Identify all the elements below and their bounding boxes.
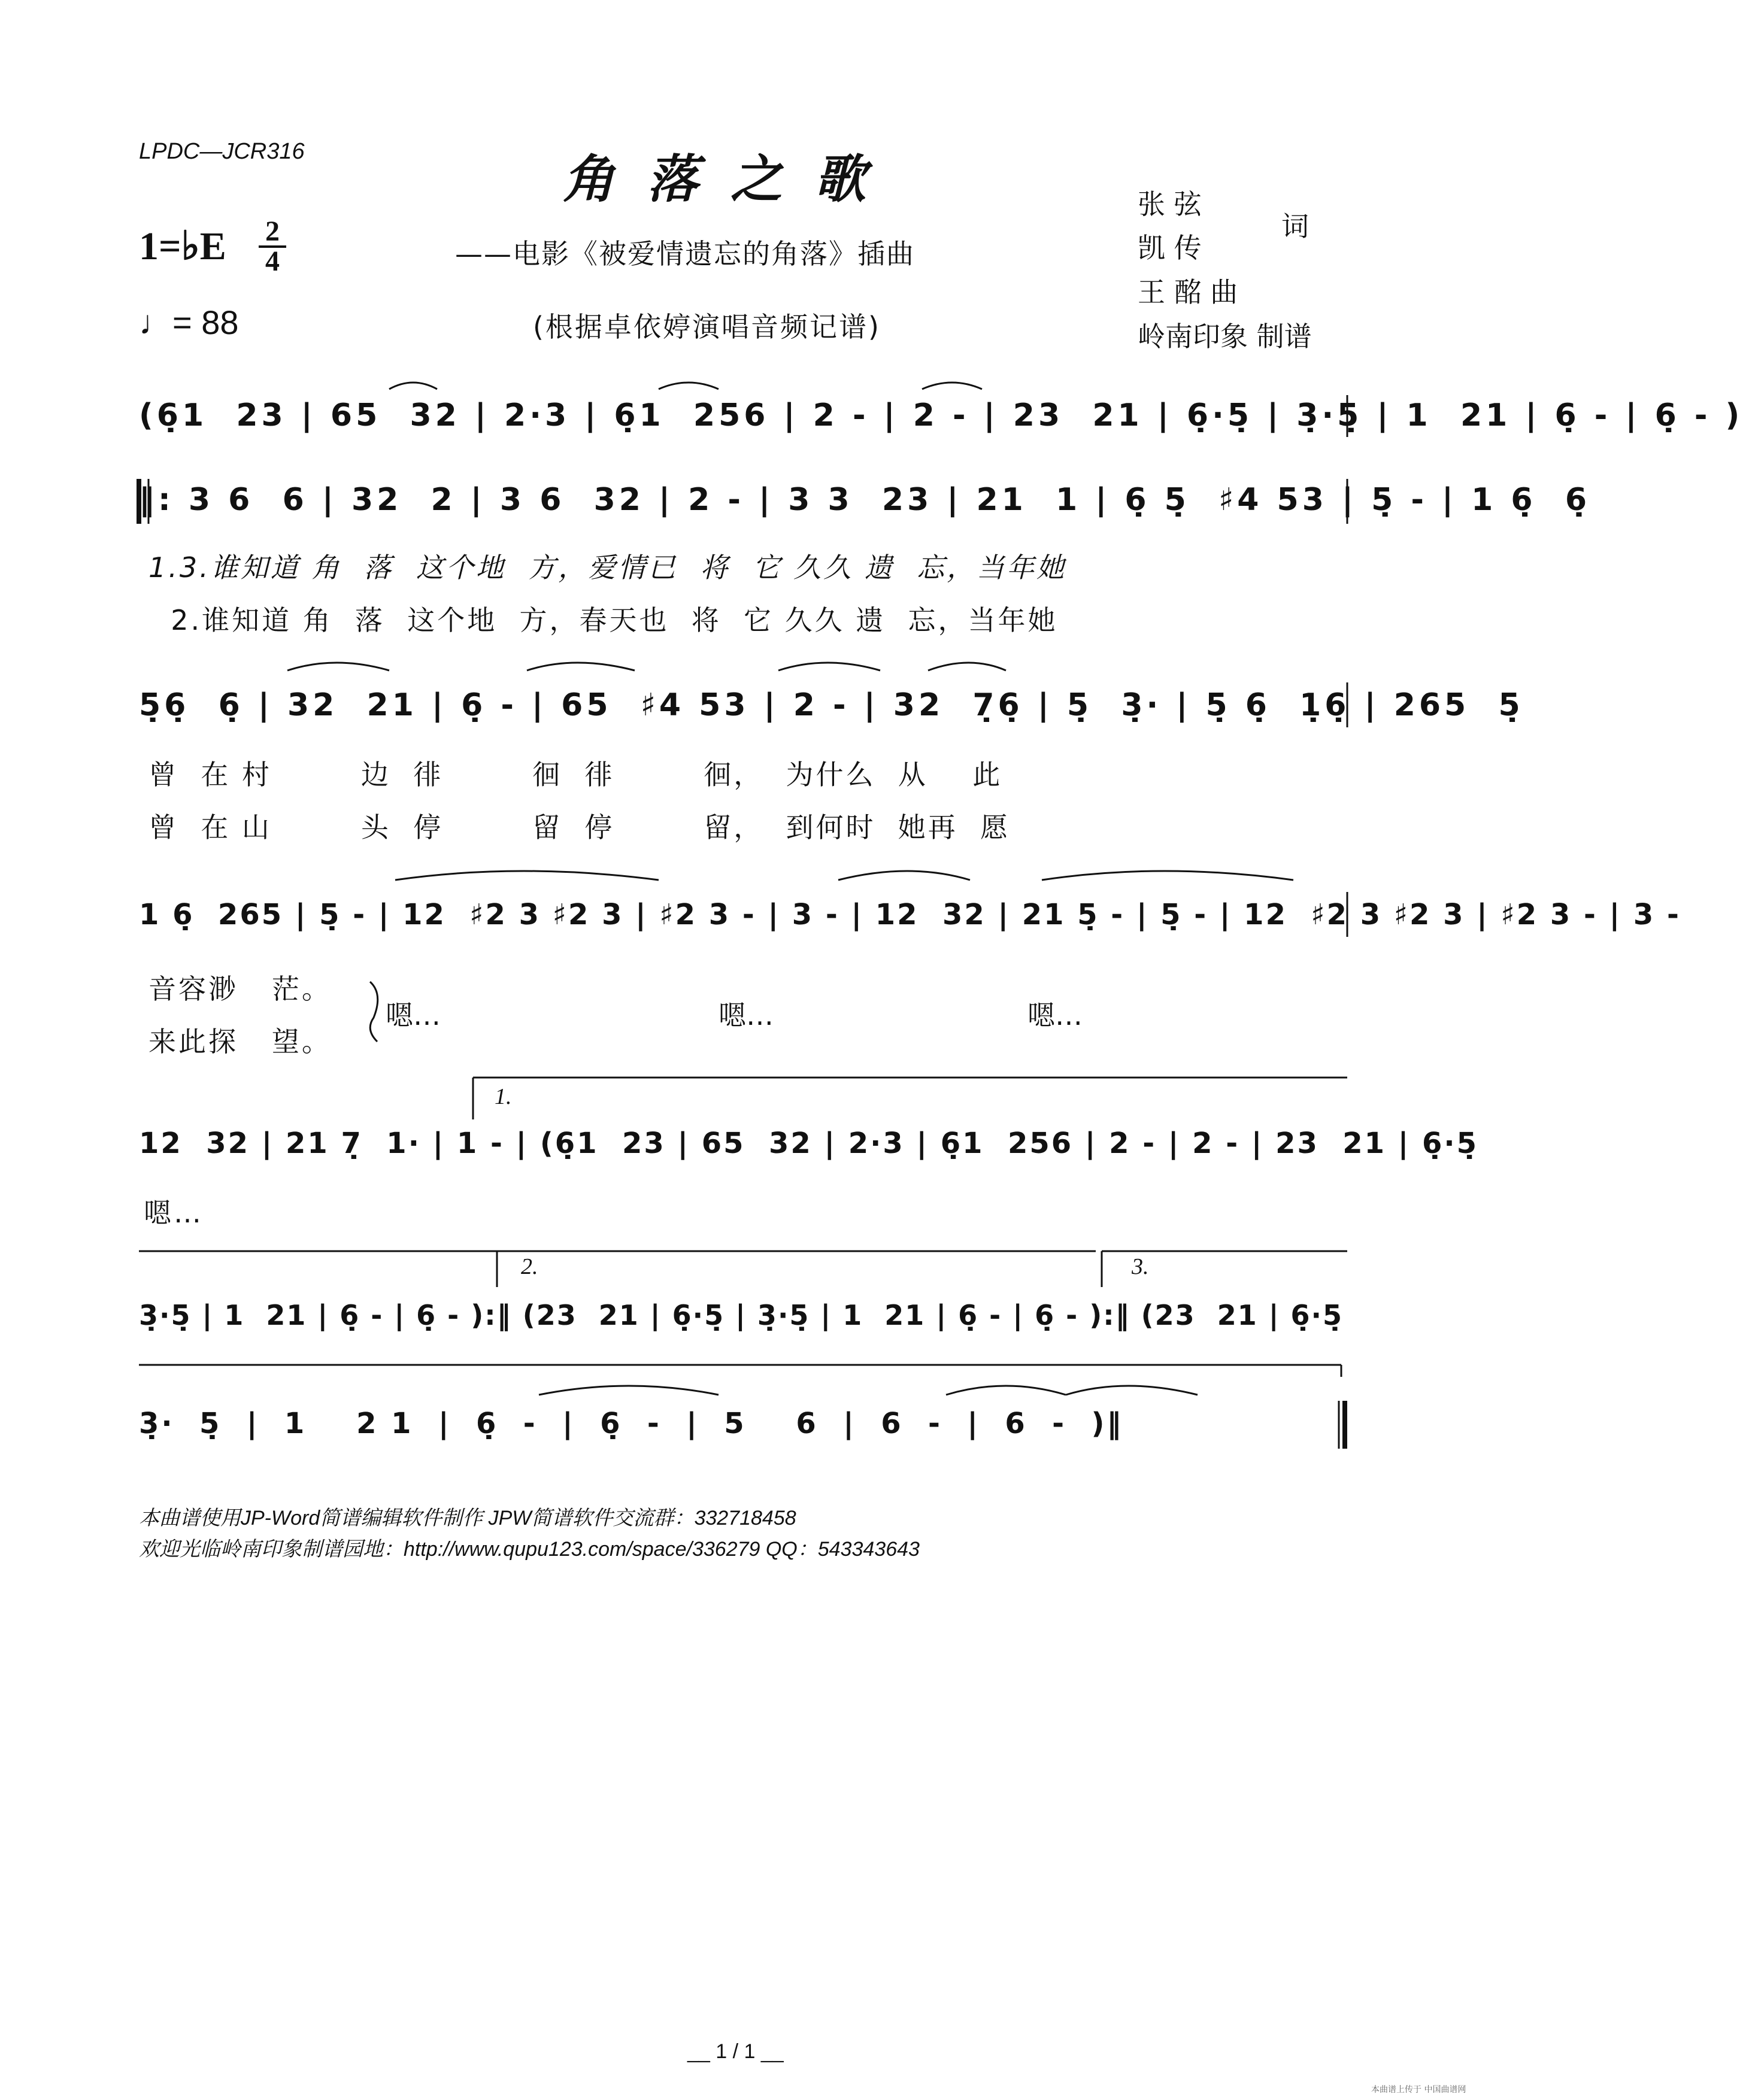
- volta-3-label: 3.: [1132, 1254, 1149, 1279]
- score-line-7-notes: 3̣· 5̣ | 1 2 1 | 6̣ - | 6̣ - | 5 6 | 6 - | 6 - )‖: [139, 1407, 1124, 1440]
- time-signature-bottom: 4: [265, 245, 280, 277]
- score-line-3-notes: 5̣6̣ 6̣ | 32 21 | 6̣ - | 65 ♯4 53 | 2 - | 32 7̣6̣ | 5̣ 3̣· | 5̣ 6̣ 1̣6̣ | 265 5̣: [139, 687, 1524, 723]
- score-line-4-notes: 1 6̣ 265 | 5̣ - | 12 ♯2 3 ♯2 3 | ♯2 3 - | 3 - | 12 32 | 21 5̣ - | 5̣ - | 12 ♯2 3 ♯2 3 | ♯2 3 - | 3 -: [139, 898, 1693, 931]
- score-line-4-lyric-2: 来此探 望。: [148, 1025, 332, 1058]
- score-line-2-lyric-1: 1.3.谁知道 角 落 这个地 方，爱情已 将 它 久久 遗 忘，当年她: [148, 551, 1067, 584]
- score-line-3-lyric-1: 曾 在 村 边 徘 徊 徘 徊， 为什么 从 此: [148, 758, 1003, 791]
- score-line-1-notes: (6̣1 23 | 65 32 | 2·3 | 6̣1 256 | 2 - | 2 - | 23 21 | 6̣·5̣ | 3̣·5̣ | 1 21 | 6̣ - | 6̣ - ): [139, 397, 1743, 433]
- composer: 王 酩 曲: [1138, 276, 1238, 308]
- hum-lyric-1: 嗯…: [386, 999, 441, 1031]
- score-code: LPDC—JCR316: [139, 139, 305, 164]
- score-line-4-lyric-1: 音容渺 茫。: [148, 973, 332, 1005]
- volta-1-label: 1.: [495, 1084, 512, 1109]
- lyricist-1: 张 弦: [1138, 188, 1202, 220]
- key-signature: 1=♭E: [139, 224, 226, 268]
- hum-lyric-3: 嗯…: [1027, 999, 1083, 1031]
- lyricist-2: 凯 传: [1138, 232, 1202, 264]
- hum-lyric-2: 嗯…: [719, 999, 774, 1031]
- score-line-5-notes: 12 32 | 21 7̣ 1· | 1 - | (6̣1 23 | 65 32 | 2·3 | 6̣1 256 | 2 - | 2 - | 23 21 | 6̣·5̣: [139, 1127, 1479, 1160]
- time-signature-top: 2: [265, 216, 280, 247]
- score-line-5-lyric: 嗯…: [144, 1197, 204, 1229]
- footer-line-2: 欢迎光临岭南印象制谱园地：http://www.qupu123.com/space/336279 QQ：543343643: [139, 1538, 920, 1561]
- volta-2-label: 2.: [521, 1254, 538, 1279]
- page-number: __ 1 / 1 __: [687, 2040, 784, 2063]
- score-line-6-notes: 3̣·5̣ | 1 21 | 6̣ - | 6̣ - ):‖ (23 21 | 6̣·5̣ | 3̣·5̣ | 1 21 | 6̣ - | 6̣ - ):‖ (23 21 | 6̣·5̣: [139, 1299, 1344, 1331]
- transcription-note: (根据卓依婷演唱音频记谱): [533, 311, 881, 343]
- upload-stamp: 本曲谱上传于 中国曲谱网: [1371, 2085, 1466, 2095]
- song-subtitle: ——电影《被爱情遗忘的角落》插曲: [455, 238, 915, 270]
- score-line-3-lyric-2: 曾 在 山 头 停 留 停 留， 到何时 她再 愿: [148, 811, 1011, 843]
- arranger: 岭南印象 制谱: [1138, 320, 1312, 353]
- song-title: 角落之歌: [563, 149, 898, 210]
- score-line-2-lyric-2: 2.谁知道 角 落 这个地 方，春天也 将 它 久久 遗 忘，当年她: [148, 604, 1058, 636]
- footer-line-1: 本曲谱使用JP-Word简谱编辑软件制作 JPW简谱软件交流群：332718458: [139, 1507, 796, 1530]
- lyrics-label: 词: [1281, 210, 1309, 242]
- score-line-2-notes: ‖: 3 6 6 | 32 2 | 3 6 32 | 2 - | 3 3 23 | 21 1 | 6̣ 5̣ ♯4 53 | 5̣ - | 1 6̣ 6̣: [139, 482, 1590, 518]
- tempo-marking: ♩= 88: [139, 304, 239, 341]
